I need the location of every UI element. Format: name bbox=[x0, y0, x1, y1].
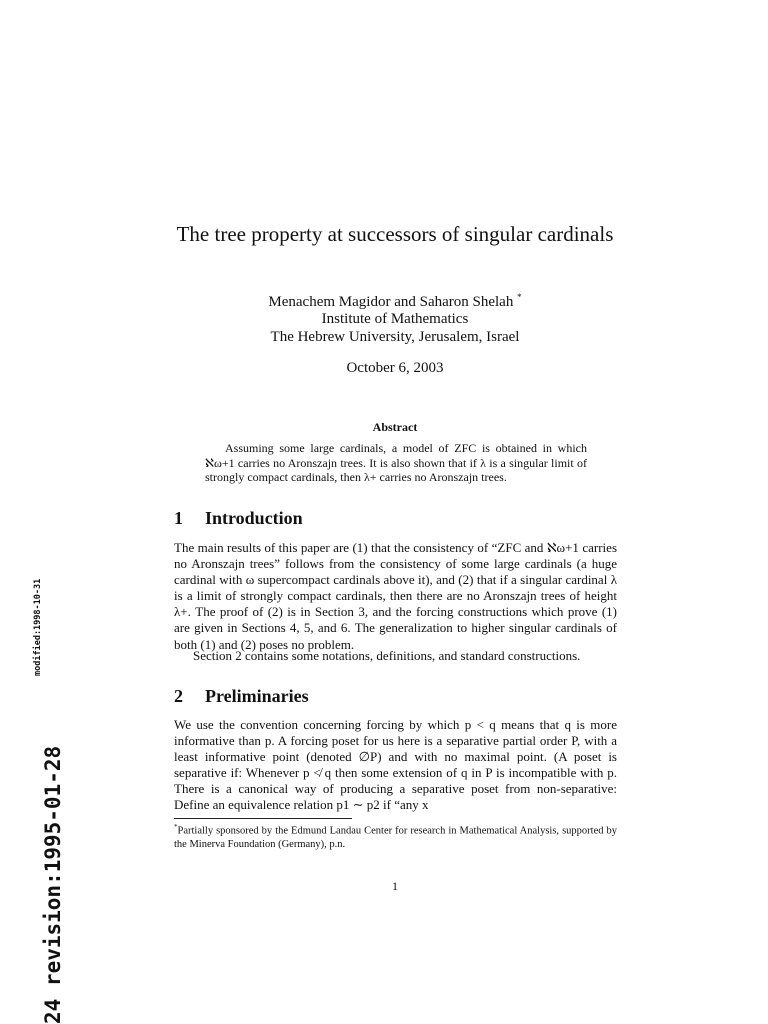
revision-stamp: 24 revision:1995-01-28 bbox=[41, 745, 65, 1024]
section-heading-preliminaries bbox=[174, 686, 309, 707]
author-line bbox=[170, 292, 620, 311]
footnote-mark: * bbox=[174, 823, 178, 831]
section-number: 1 bbox=[174, 508, 183, 528]
page-number: 1 bbox=[392, 879, 398, 893]
university: The Hebrew University, Jerusalem, Israel bbox=[270, 329, 520, 345]
introduction-paragraph: Section 2 contains some notations, definitions, and standard constructions. bbox=[193, 648, 581, 663]
footnote-text: Partially sponsored by the Edmund Landau Center for research in Mathematical Analysis, supported by the Minerva Foundation (Germany), p.n. bbox=[174, 825, 617, 850]
modified-stamp: modified:1998-10-31 bbox=[33, 578, 43, 676]
institute: Institute of Mathematics bbox=[321, 311, 469, 327]
abstract-text: Assuming some large cardinals, a model of ZFC is obtained in which ℵω+1 carries no Aronszajn trees. It is also shown that if λ is a singular limit of strongly compact cardinals, then λ+ carries no Aronszajn trees. bbox=[205, 441, 587, 484]
section-title: Preliminaries bbox=[205, 686, 309, 706]
abstract-heading: Abstract bbox=[372, 420, 418, 434]
paper-title: The tree property at successors of singular cardinals bbox=[176, 222, 614, 246]
preliminaries-paragraph: We use the convention concerning forcing by which p < q means that q is more informative than p. A forcing poset for us here is a separative partial order P, with a least informative point (denoted ∅P) and with no maximal point. (A poset is separative if: Whenever p ≮ q then some extension of q in P is incompatible with p. There is a canonical way of producing a separative poset from non-separative: Define an equivalence relation p1 ∼ p2 if “any x bbox=[174, 717, 617, 813]
authors: Menachem Magidor and Saharon Shelah bbox=[268, 294, 514, 310]
footnote bbox=[174, 821, 617, 852]
introduction-paragraph: The main results of this paper are (1) that the consistency of “ZFC and ℵω+1 carries no Aronszajn trees” follows from the consistency of some large cardinals (a huge cardinal with ω supercompact cardinals above it), and (2) that if a singular cardinal λ is a limit of strongly compact cardinals, then there are no Aronszajn trees of height λ+. The proof of (2) is in Section 3, and the forcing constructions which prove (1) are given in Sections 4, 5, and 6. The generalization to higher singular cardinals of both (1) and (2) poses no problem. bbox=[174, 540, 617, 652]
section-title: Introduction bbox=[205, 508, 303, 528]
footnote-divider bbox=[174, 818, 352, 819]
section-heading-introduction bbox=[174, 508, 303, 529]
section-number: 2 bbox=[174, 686, 183, 706]
author-footnote-mark: * bbox=[517, 292, 522, 302]
paper-date: October 6, 2003 bbox=[346, 360, 444, 376]
